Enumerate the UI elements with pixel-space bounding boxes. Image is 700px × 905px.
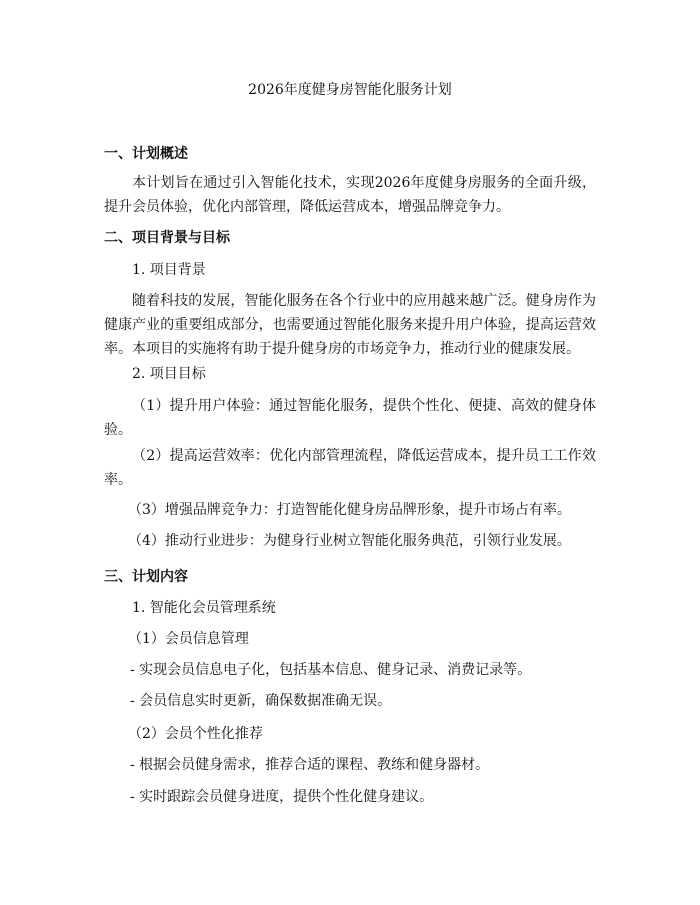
section-heading-overview: 一、计划概述 — [104, 146, 188, 162]
bullet-point: - 会员信息实时更新，确保数据准确无误。 — [130, 693, 392, 709]
goal-item: （4）推动行业进步：为健身行业树立智能化服务典范，引领行业发展。 — [128, 533, 571, 549]
goal-item: （1）提升用户体验：通过智能化服务，提供个性化、便捷、高效的健身体验。 — [104, 398, 596, 438]
subheading-project-goals: 2. 项目目标 — [132, 366, 206, 382]
subitem-personalized-recommend: （2）会员个性化推荐 — [128, 726, 263, 742]
goal-item: （3）增强品牌竞争力：打造智能化健身房品牌形象，提升市场占有率。 — [128, 502, 571, 518]
bullet-point: - 实时跟踪会员健身进度，提供个性化健身建议。 — [130, 789, 434, 805]
section-heading-plan-content: 三、计划内容 — [104, 569, 188, 585]
document-title: 2026年度健身房智能化服务计划 — [248, 82, 452, 98]
bullet-point: - 根据会员健身需求，推荐合适的课程、教练和健身器材。 — [130, 757, 490, 773]
section-heading-background-goals: 二、项目背景与目标 — [104, 230, 230, 246]
background-paragraph: 随着科技的发展，智能化服务在各个行业中的应用越来越广泛。健身房作为健康产业的重要组成部分，也需要通过智能化服务来提升用户体验，提高运营效率。本项目的实施将有助于提升健身房的市场竞争力，推动行业的健康发展。 — [104, 293, 596, 357]
subheading-member-system: 1. 智能化会员管理系统 — [132, 600, 276, 616]
subheading-project-background: 1. 项目背景 — [132, 262, 206, 278]
goal-item: （2）提高运营效率：优化内部管理流程，降低运营成本，提升员工工作效率。 — [104, 448, 596, 488]
bullet-point: - 实现会员信息电子化，包括基本信息、健身记录、消费记录等。 — [130, 662, 532, 678]
overview-paragraph: 本计划旨在通过引入智能化技术，实现2026年度健身房服务的全面升级，提升会员体验，优化内部管理，降低运营成本，增强品牌竞争力。 — [104, 175, 596, 215]
subitem-member-info: （1）会员信息管理 — [128, 631, 249, 647]
